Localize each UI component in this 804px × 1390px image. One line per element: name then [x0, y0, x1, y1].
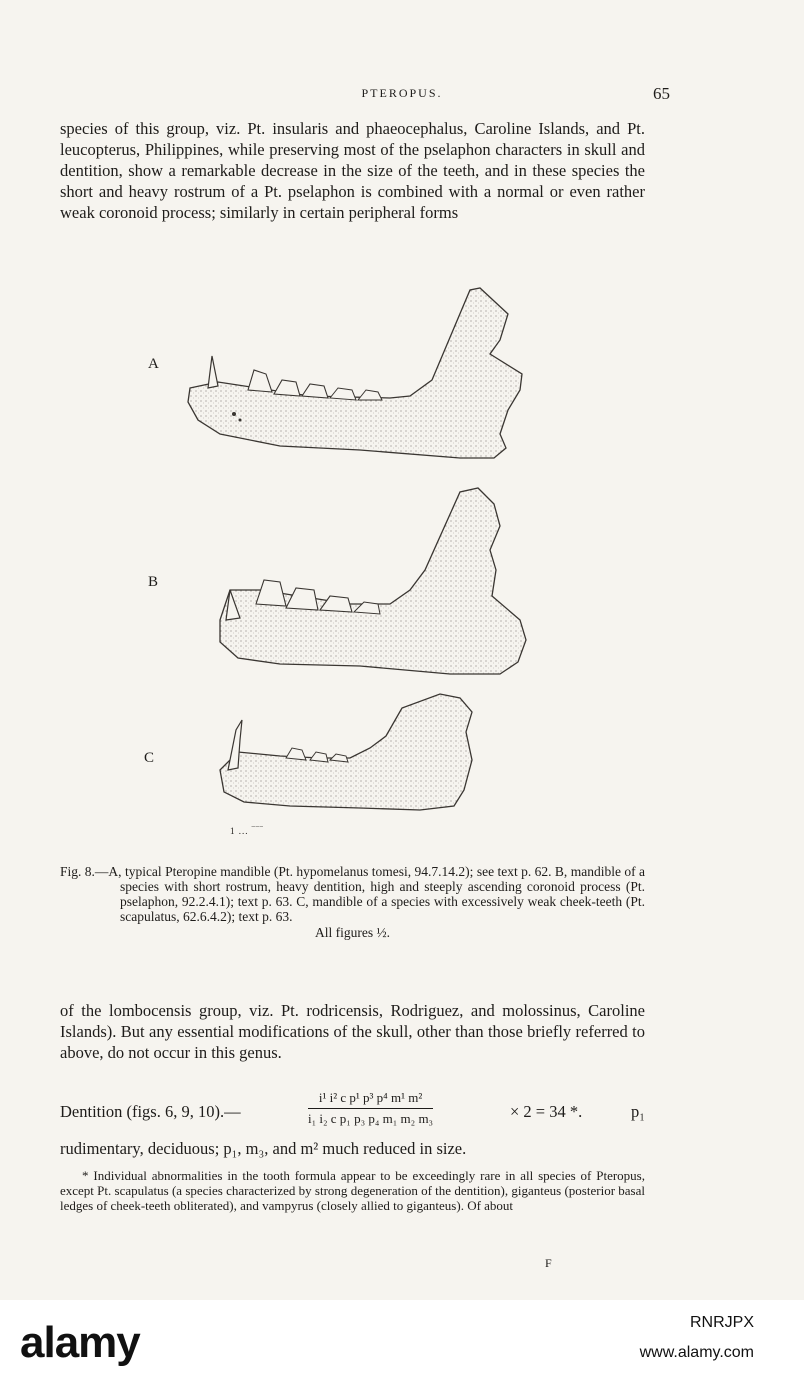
figure-label-a: A — [148, 356, 159, 372]
scale-mark: 1 ... ‾‾‾ — [230, 826, 264, 836]
figure-caption — [60, 864, 645, 940]
mandible-b-drawing — [220, 488, 526, 674]
watermark-url: www.alamy.com — [639, 1344, 754, 1361]
paragraph-lombocensis: of the lombocensis group, viz. Pt. rodricensis, Rodriguez, and molossinus, Caroline Islands). But any essential modifications of the skull, other than those briefly referred to above, do not occur in this genus. — [60, 1001, 645, 1062]
figure-mandibles — [60, 270, 645, 850]
signature-mark: F — [545, 1256, 552, 1270]
running-head: PTEROPUS. — [361, 86, 443, 100]
watermark-image-id: RNRJPX — [689, 1314, 754, 1331]
formula-numerator: i¹ i² c p¹ p³ p⁴ m¹ m² — [308, 1090, 433, 1109]
caption-text: Fig. 8.—A, typical Pteropine mandible (Pt. hypomelanus tomesi, 94.7.14.2); see text p. 62. B, mandible of a species with short rostrum, heavy dentition, high and steeply ascending coronoid process (Pt. pselaphon, 92.2.4.1); text p. 63. C, mandible of a species with excessively weak cheek-teeth (Pt. scapulatus, 62.6.4.2); text p. 63. — [60, 864, 645, 924]
watermark-logo: alamy — [20, 1318, 140, 1367]
paragraph-rudimentary: rudimentary, deciduous; p₁, m₃, and m² much reduced in size. — [60, 1139, 467, 1158]
dentition-formula — [60, 1090, 645, 1138]
figure-label-c: C — [144, 750, 155, 766]
figure-label-b: B — [148, 574, 159, 590]
formula-fraction — [308, 1090, 433, 1127]
formula-result: × 2 = 34 *. — [510, 1102, 583, 1121]
mandible-c-drawing — [220, 694, 472, 810]
page-number: 65 — [653, 84, 670, 103]
formula-tail: p₁ — [630, 1102, 645, 1121]
paragraph-intro: species of this group, viz. Pt. insularis and phaeocephalus, Caroline Islands, and Pt. leucopterus, Philippines, while preserving most of the pselaphon characters in skull and dentition, show a remarkable decrease in the size of the teeth, and in these species the short and heavy rostrum of a Pt. pselaphon is combined with a normal or even rather weak coronoid process; similarly in certain peripheral forms — [60, 119, 645, 222]
mandible-a-drawing — [188, 288, 522, 458]
footnote: * Individual abnormalities in the tooth formula appear to be exceedingly rare in all species of Pteropus, except Pt. scapulatus (a species characterized by strong degeneration of the dentition), giganteus (posterior basal ledges of cheek-teeth obliterated), and vampyrus (closely allied to giganteus). Of about — [60, 1168, 645, 1213]
caption-scale: All figures ½. — [315, 925, 390, 940]
formula-label: Dentition (figs. 6, 9, 10).— — [60, 1102, 241, 1121]
formula-denominator: i₁ i₂ c p₁ p₃ p₄ m₁ m₂ m₃ — [308, 1111, 434, 1126]
